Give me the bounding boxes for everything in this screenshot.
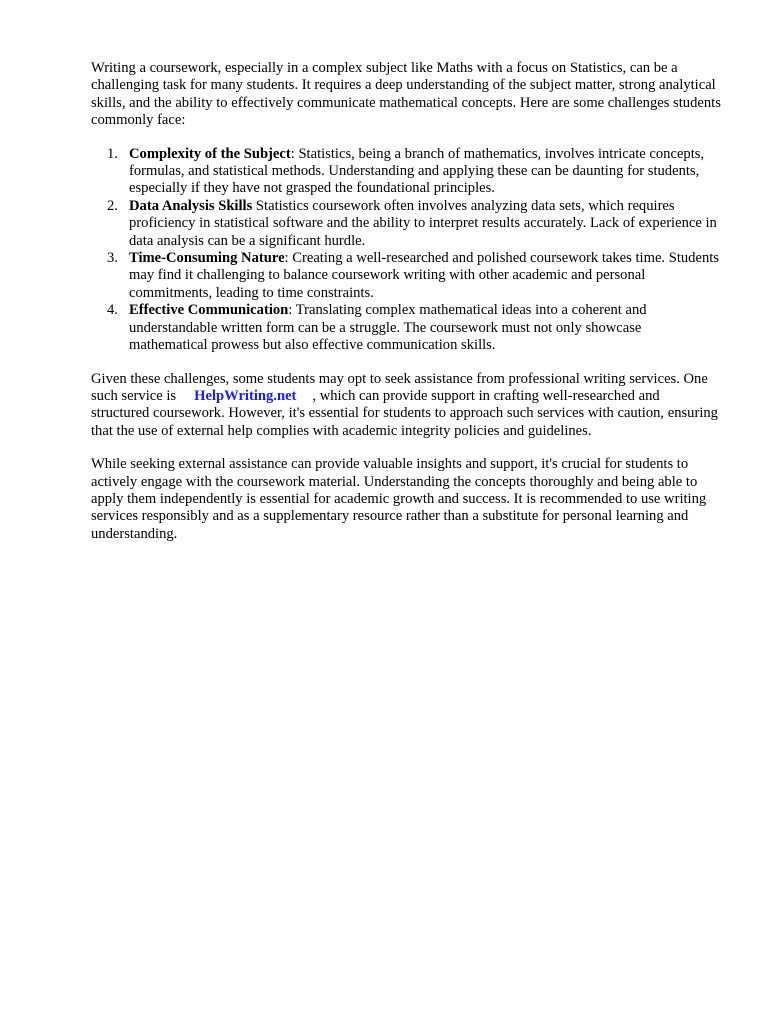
list-item-number: 3. [107,250,118,267]
list-item-separator: : [288,302,293,319]
list-item [91,250,721,302]
list-item-text: Statistics, being a branch of mathematics, involves intricate concepts, formulas, and statistical methods. Understanding and applying these can be daunting for students, especially if they have not grasped the foundational principles. [129,145,705,197]
list-item-term: Effective Communication [129,302,289,319]
list-item-separator: : [290,145,295,162]
list-item-term: Complexity of the Subject [129,145,291,162]
challenges-list [91,146,721,355]
list-item-number: 4. [107,302,118,319]
service-text-after: , which can provide support in crafting well-researched and structured coursework. However, it's essential for students to approach such services with caution, ensuring that the use of external help complies with academic integrity policies and guidelines. [91,387,718,439]
list-item-term: Data Analysis Skills [129,197,253,214]
list-item-text: Translating complex mathematical ideas into a coherent and understandable written form can be a struggle. The coursework must not only showcase mathematical prowess but also effective communication skills. [129,302,647,354]
intro-paragraph: Writing a coursework, especially in a complex subject like Maths with a focus on Statistics, can be a challenging task for many students. It requires a deep understanding of the subject matter, strong analytical skills, and the ability to effectively communicate mathematical concepts. Here are some challenges students commonly face: [91,60,721,129]
list-item-text: Creating a well-researched and polished coursework takes time. Students may find it challenging to balance coursework writing with other academic and personal commitments, leading to time constraints. [129,250,719,301]
service-text-before: Given these challenges, some students may opt to seek assistance from professional writing services. One such service is [91,370,708,404]
helpwriting-link[interactable]: HelpWriting.net [194,387,297,404]
document-body [91,60,721,559]
list-item-number: 1. [107,145,118,162]
list-item-term: Time-Consuming Nature [129,250,285,267]
list-item-text: Statistics coursework often involves analyzing data sets, which requires proficiency in statistical software and the ability to interpret results accurately. Lack of experience in data analysis can be a significant hurdle. [129,197,717,249]
closing-paragraph: While seeking external assistance can provide valuable insights and support, it's crucial for students to actively engage with the coursework material. Understanding the concepts thoroughly and being able to apply them independently is essential for academic growth and success. It is recommended to use writing services responsibly and as a supplementary resource rather than a substitute for personal learning and understanding. [91,456,707,542]
list-item [91,146,721,198]
list-item [91,198,721,250]
service-paragraph [91,371,721,441]
list-item-separator: : [284,250,289,267]
list-item [91,302,721,354]
list-item-number: 2. [107,197,118,214]
